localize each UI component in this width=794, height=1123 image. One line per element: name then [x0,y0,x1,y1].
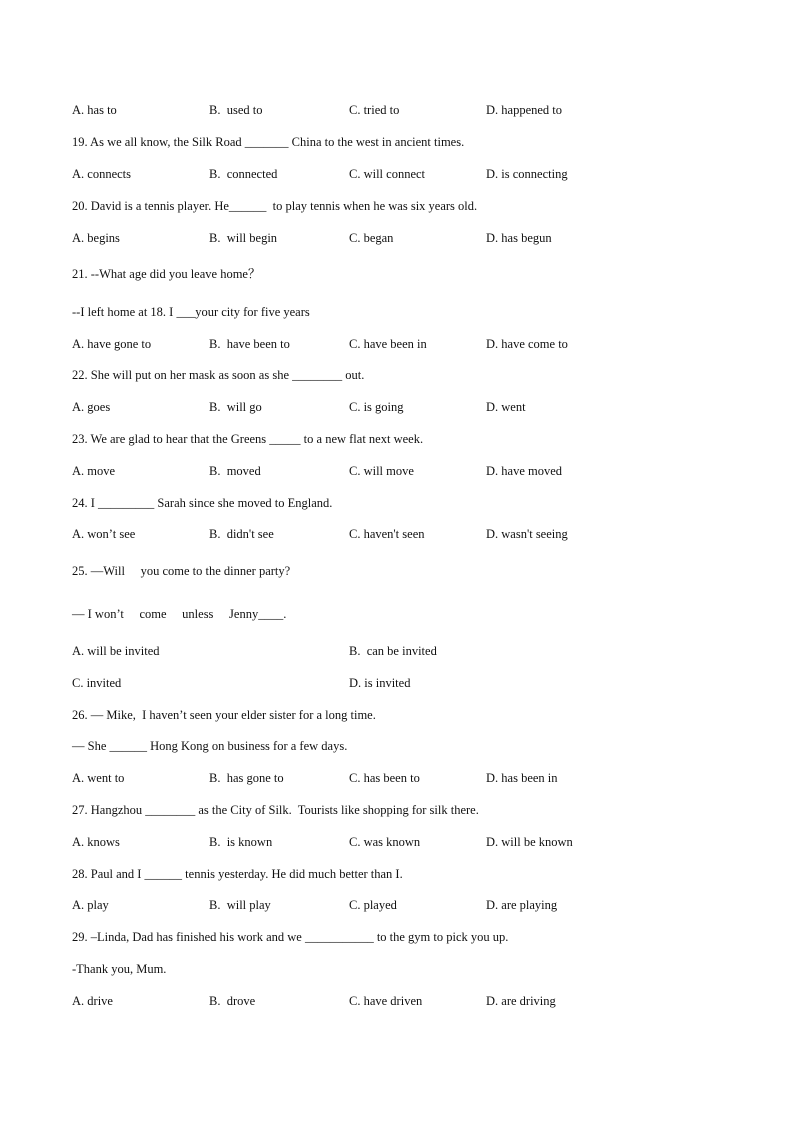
answer-option: C. is going [349,400,404,414]
answer-options [72,834,732,850]
answer-option: C. haven't seen [349,527,425,541]
answer-options [72,770,732,786]
answer-option: B. will go [209,400,262,414]
answer-option: A. won’t see [72,527,136,541]
answer-option: A. drive [72,994,113,1008]
answer-option: B. will begin [209,231,278,245]
answer-option: A. has to [72,103,117,117]
answer-option: D. went [486,400,526,414]
answer-option: B. have been to [209,337,290,351]
answer-option: D. is invited [349,676,411,690]
question-text: 21. --What age did you leave home？ [72,267,261,281]
answer-option: D. has been in [486,771,558,785]
question-text: 24. I _________ Sarah since she moved to England. [72,496,333,510]
question-text: 27. Hangzhou ________ as the City of Silk. Tourists like shopping for silk there. [72,803,479,817]
answer-option: C. tried to [349,103,400,117]
answer-options [72,675,732,691]
answer-options [72,526,732,542]
answer-option: A. knows [72,835,120,849]
answer-option: C. was known [349,835,421,849]
answer-option: D. happened to [486,103,563,117]
answer-option: D. wasn't seeing [486,527,568,541]
answer-option: A. play [72,898,109,912]
answer-option: B. connected [209,167,278,181]
answer-option: A. have gone to [72,337,152,351]
question-text: -Thank you, Mum. [72,962,167,976]
answer-option: B. is known [209,835,273,849]
question-text: 20. David is a tennis player. He______ to play tennis when he was six years old. [72,199,478,213]
answer-options [72,166,732,182]
answer-option: D. have come to [486,337,568,351]
answer-option: D. have moved [486,464,563,478]
answer-option: C. have been in [349,337,427,351]
question-text: — I won’t come unless Jenny____. [72,607,287,621]
answer-option: C. has been to [349,771,420,785]
answer-option: A. went to [72,771,125,785]
answer-options [72,643,732,659]
question-text: 19. As we all know, the Silk Road _______ China to the west in ancient times. [72,135,465,149]
answer-option: C. have driven [349,994,423,1008]
answer-option: B. has gone to [209,771,284,785]
question-text: 28. Paul and I ______ tennis yesterday. He did much better than I. [72,867,403,881]
answer-options [72,897,732,913]
question-text: 26. — Mike, I haven’t seen your elder sister for a long time. [72,708,376,722]
answer-option: A. will be invited [72,644,160,658]
answer-option: B. used to [209,103,263,117]
answer-option: B. will play [209,898,271,912]
answer-option: A. begins [72,231,120,245]
answer-option: C. played [349,898,397,912]
answer-option: D. is connecting [486,167,568,181]
answer-option: D. are playing [486,898,558,912]
answer-options [72,993,732,1009]
answer-option: A. goes [72,400,111,414]
question-text: 22. She will put on her mask as soon as she ________ out. [72,368,365,382]
answer-option: C. will move [349,464,414,478]
answer-option: A. connects [72,167,132,181]
answer-option: B. moved [209,464,261,478]
answer-option: D. are driving [486,994,556,1008]
answer-options [72,230,732,246]
question-text: --I left home at 18. I ___your city for five years [72,305,310,319]
answer-option: B. drove [209,994,256,1008]
answer-option: B. can be invited [349,644,437,658]
answer-options [72,336,732,352]
answer-option: D. will be known [486,835,573,849]
question-text: 25. —Will you come to the dinner party? [72,564,291,578]
answer-options [72,463,732,479]
question-text: 23. We are glad to hear that the Greens _____ to a new flat next week. [72,432,424,446]
answer-option: C. began [349,231,394,245]
answer-option: B. didn't see [209,527,274,541]
answer-options [72,102,732,118]
answer-option: D. has begun [486,231,552,245]
question-text: 29. –Linda, Dad has finished his work and we ___________ to the gym to pick you up. [72,930,509,944]
question-text: — She ______ Hong Kong on business for a few days. [72,739,348,753]
answer-option: C. invited [72,676,122,690]
answer-option: A. move [72,464,116,478]
answer-options [72,399,732,415]
answer-option: C. will connect [349,167,426,181]
